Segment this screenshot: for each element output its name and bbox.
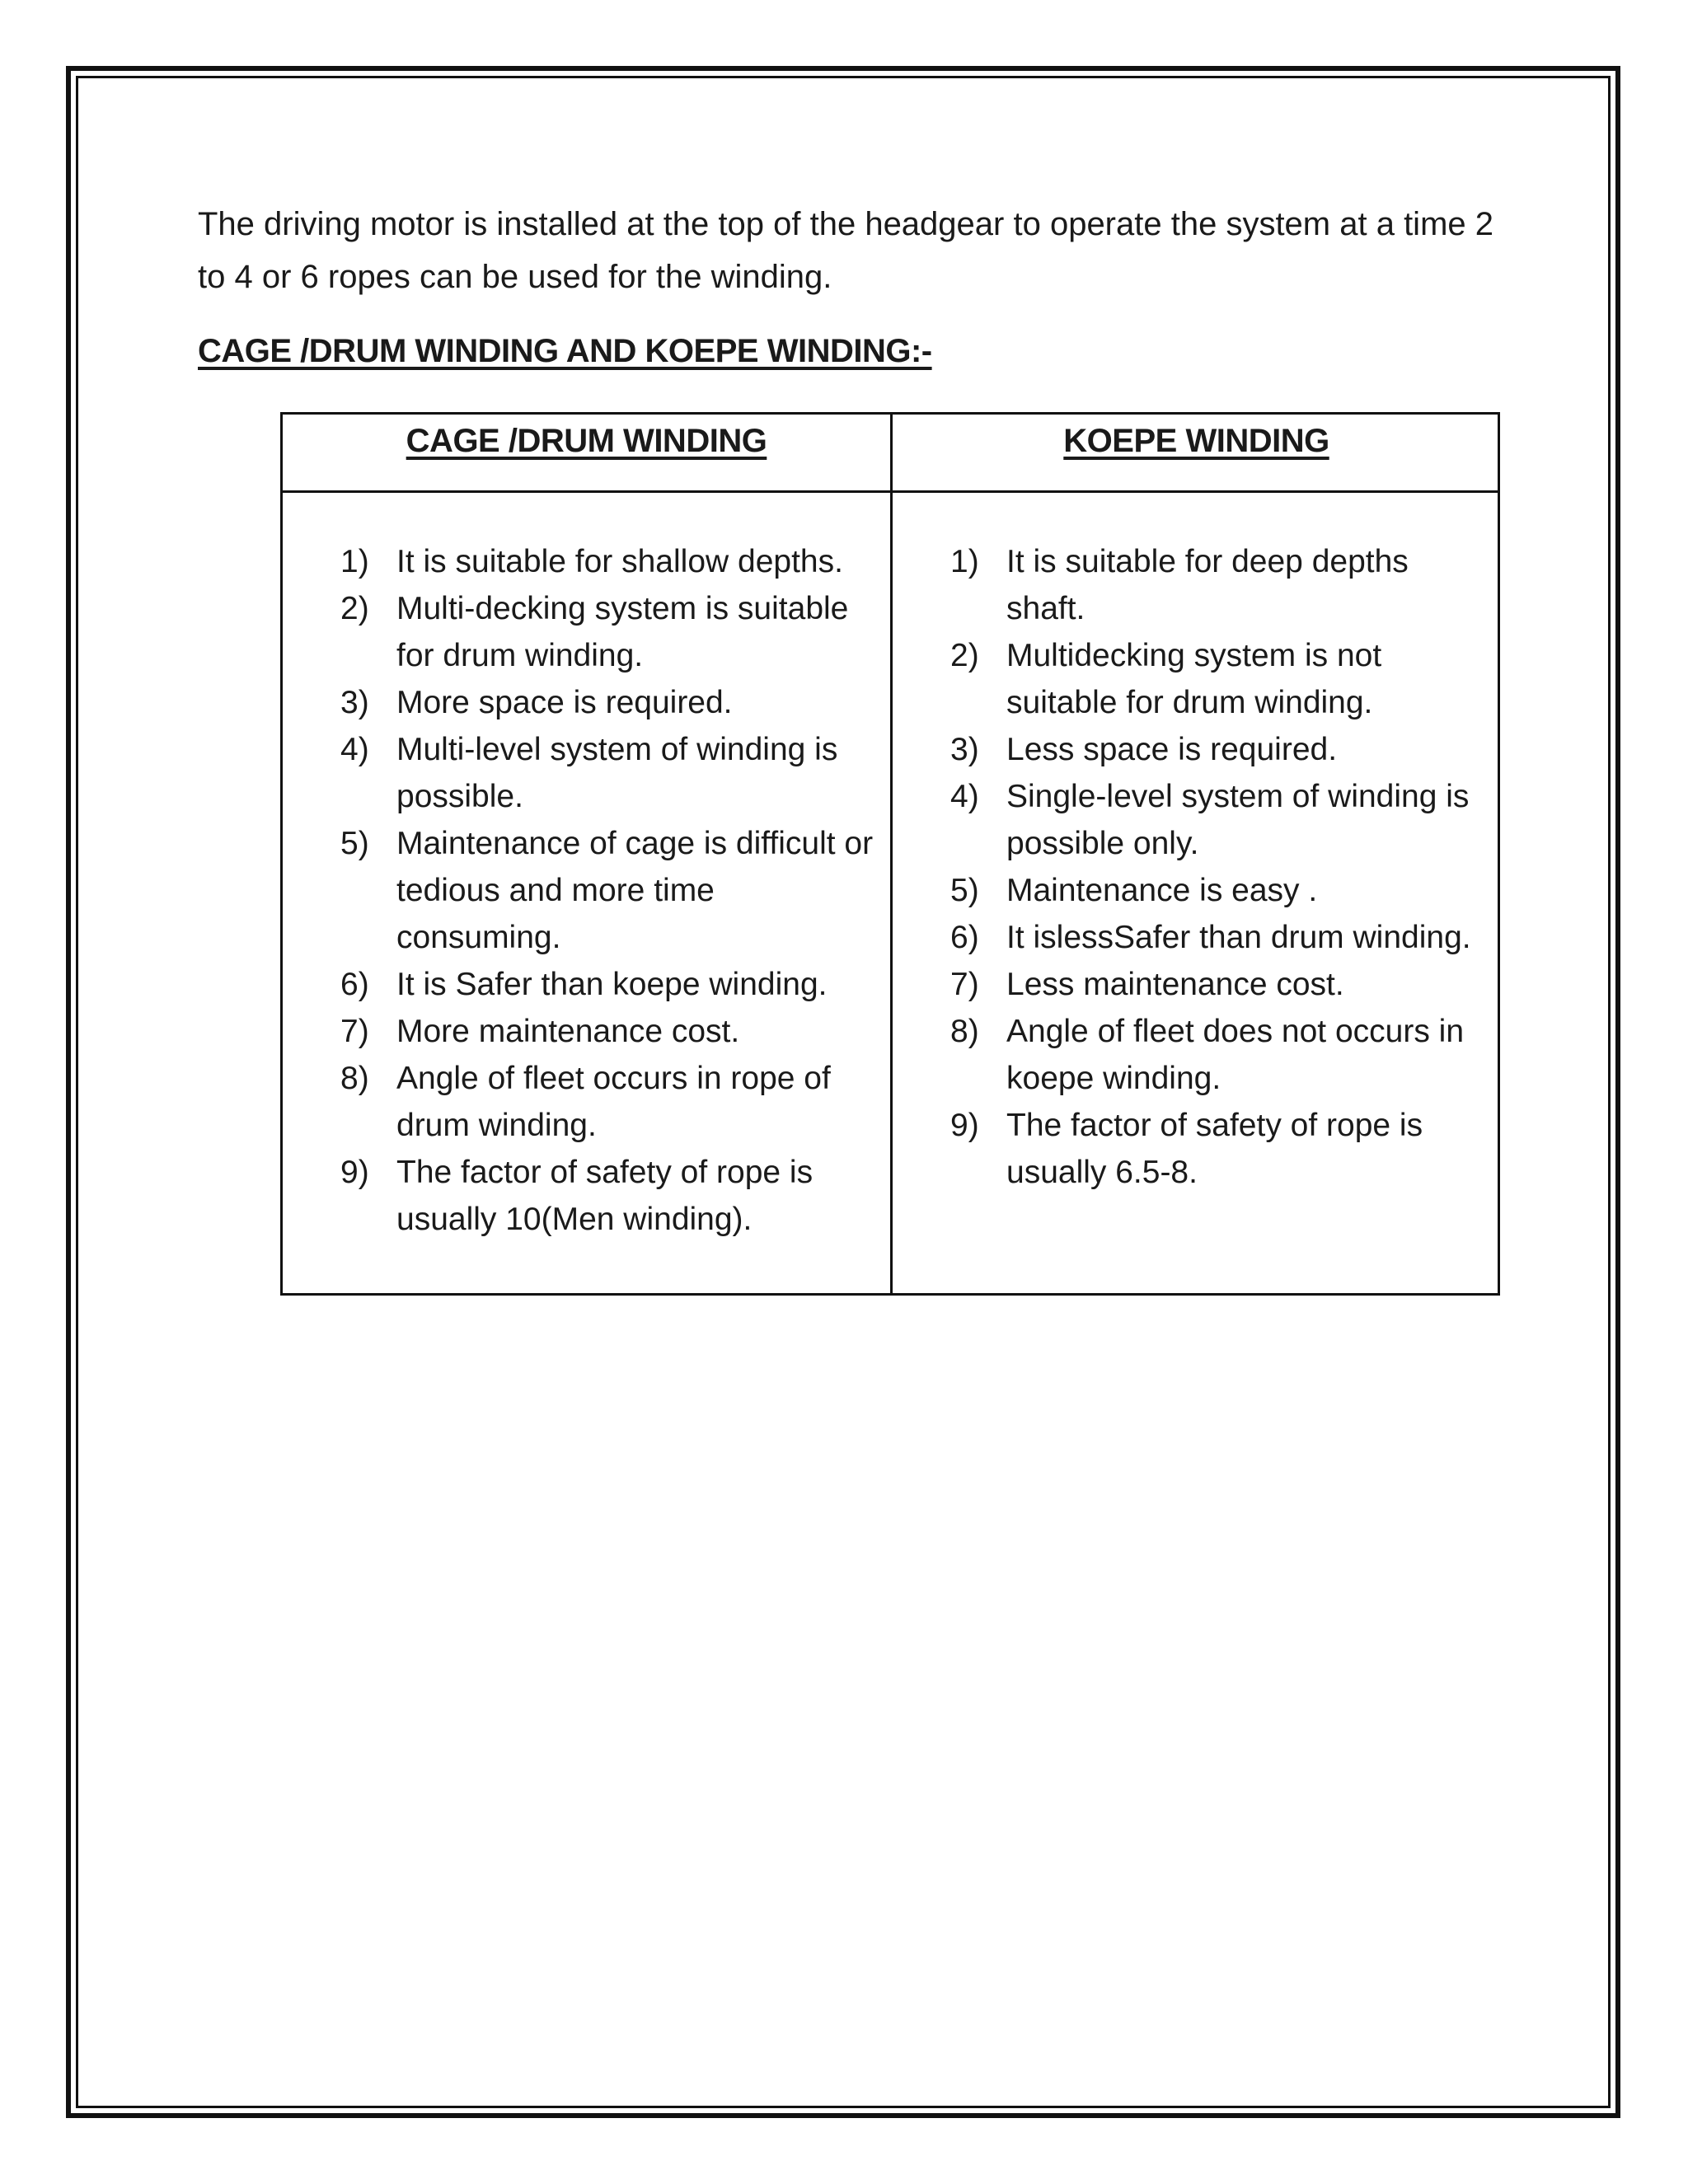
item-number: 4)	[340, 732, 369, 767]
header-divider	[283, 490, 1498, 493]
list-item	[340, 1149, 884, 1243]
item-number: 1)	[340, 544, 369, 579]
item-text: Less space is required.	[1006, 732, 1338, 767]
item-text: Maintenance is easy .	[1006, 873, 1318, 908]
item-number: 5)	[950, 873, 979, 908]
list-item	[950, 1102, 1486, 1196]
list-item	[950, 538, 1486, 632]
list-item	[950, 961, 1486, 1008]
item-number: 9)	[950, 1108, 979, 1143]
item-text: Multidecking system is not suitable for drum winding.	[1006, 638, 1382, 720]
cage-drum-winding-header: CAGE /DRUM WINDING	[406, 423, 767, 459]
item-text: It is Safer than koepe winding.	[396, 967, 828, 1002]
koepe-winding-header: KOEPE WINDING	[1063, 423, 1329, 459]
item-number: 6)	[950, 920, 979, 955]
cage-drum-winding-list	[340, 538, 884, 1243]
item-number: 7)	[340, 1014, 369, 1049]
item-text: The factor of safety of rope is usually 10(Men winding).	[396, 1155, 814, 1237]
item-text: Angle of fleet does not occurs in koepe winding.	[1006, 1014, 1465, 1096]
item-text: Angle of fleet occurs in rope of drum winding.	[396, 1061, 831, 1143]
item-number: 3)	[950, 732, 979, 767]
item-number: 8)	[340, 1061, 369, 1096]
item-number: 8)	[950, 1014, 979, 1049]
item-number: 5)	[340, 826, 369, 861]
item-number: 1)	[950, 544, 979, 579]
column-divider	[890, 415, 893, 1293]
list-item	[340, 961, 884, 1008]
item-number: 6)	[340, 967, 369, 1002]
list-item	[950, 632, 1486, 726]
list-item	[950, 914, 1486, 961]
item-text: It islessSafer than drum winding.	[1006, 920, 1471, 955]
list-item	[340, 1008, 884, 1055]
list-item	[950, 726, 1486, 773]
list-item	[950, 867, 1486, 914]
section-heading: CAGE /DRUM WINDING AND KOEPE WINDING:-	[198, 333, 932, 369]
item-text: Multi-decking system is suitable for drum winding.	[396, 591, 849, 673]
list-item	[340, 1055, 884, 1149]
list-item	[950, 1008, 1486, 1102]
item-number: 4)	[950, 779, 979, 814]
item-text: Less maintenance cost.	[1006, 967, 1344, 1002]
list-item	[340, 726, 884, 820]
item-text: It is suitable for shallow depths.	[396, 544, 843, 579]
comparison-table	[280, 412, 1500, 1296]
item-text: It is suitable for deep depths shaft.	[1006, 544, 1409, 626]
list-item	[340, 538, 884, 585]
item-number: 3)	[340, 685, 369, 720]
intro-paragraph: The driving motor is installed at the top of the headgear to operate the system at a time 2 to 4 or 6 ropes can be used for the winding.	[198, 206, 1493, 295]
item-number: 2)	[950, 638, 979, 673]
item-text: Multi-level system of winding is possible.	[396, 732, 838, 814]
koepe-winding-list	[950, 538, 1486, 1196]
list-item	[340, 585, 884, 679]
list-item	[950, 773, 1486, 867]
list-item	[340, 679, 884, 726]
item-number: 2)	[340, 591, 369, 626]
item-text: More space is required.	[396, 685, 733, 720]
item-number: 7)	[950, 967, 979, 1002]
list-item	[340, 820, 884, 961]
item-text: More maintenance cost.	[396, 1014, 740, 1049]
item-text: Maintenance of cage is difficult or tedious and more time consuming.	[396, 826, 874, 955]
item-number: 9)	[340, 1155, 369, 1190]
item-text: Single-level system of winding is possible only.	[1006, 779, 1470, 861]
item-text: The factor of safety of rope is usually 6.5-8.	[1006, 1108, 1423, 1190]
